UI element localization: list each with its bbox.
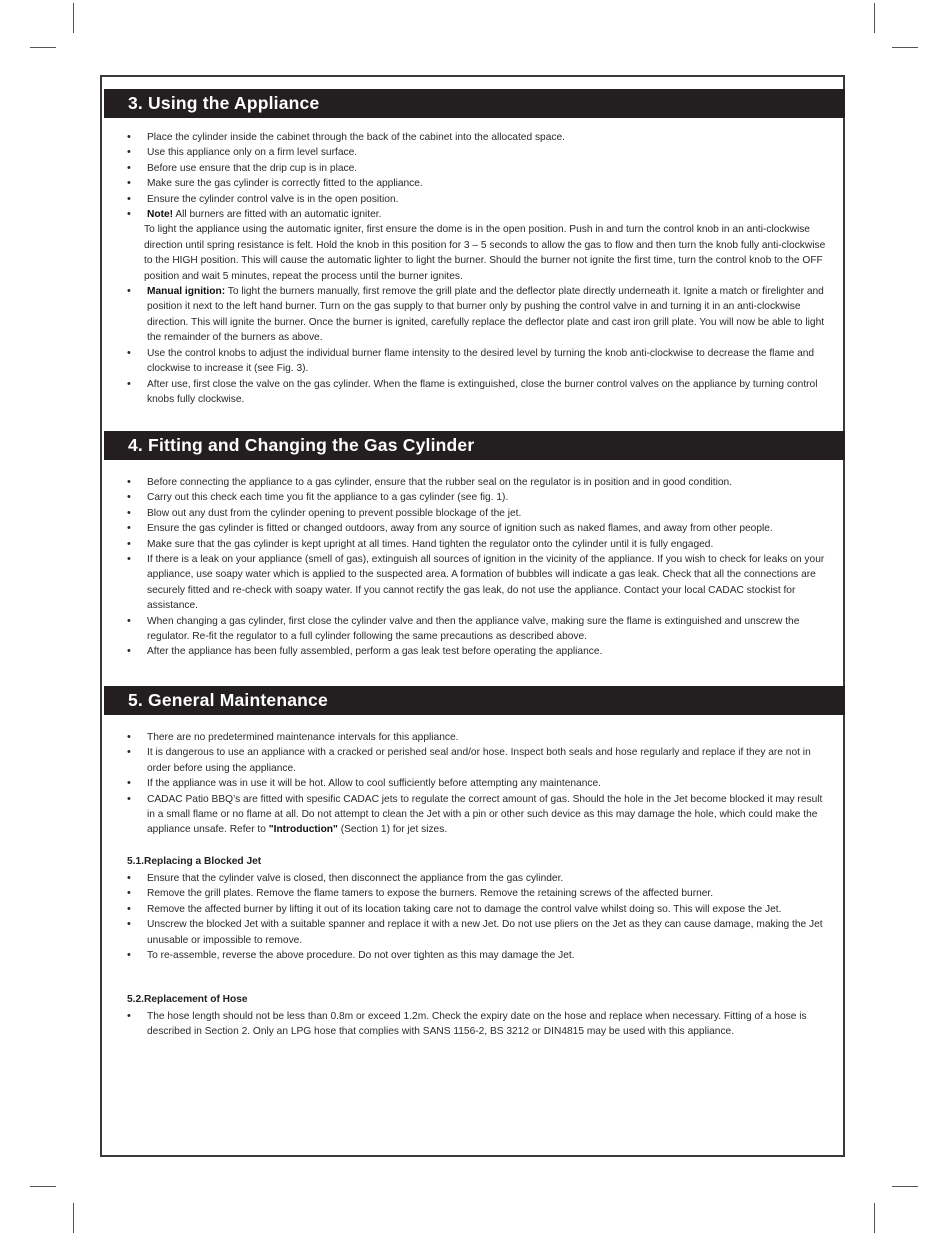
crop-mark	[892, 47, 918, 48]
subsection-heading-blocked-jet: 5.1.Replacing a Blocked Jet	[127, 856, 262, 867]
list-item: • Carry out this check each time you fit the appliance to a gas cylinder (see fig. 1).	[126, 490, 826, 505]
list-item: • Make sure the gas cylinder is correctly fitted to the appliance.	[126, 176, 826, 191]
list-item: • Before connecting the appliance to a gas cylinder, ensure that the rubber seal on the regulator is in position and in good condition.	[126, 475, 826, 490]
section-heading-using-appliance: 3. Using the Appliance	[104, 89, 845, 118]
list-item	[126, 207, 826, 222]
manual-ignition-label: Manual ignition:	[147, 286, 226, 298]
crop-mark	[73, 1203, 74, 1233]
subsection-5-1-list	[126, 871, 826, 963]
section-heading-gas-cylinder: 4. Fitting and Changing the Gas Cylinder	[104, 431, 845, 460]
list-item: • Ensure the cylinder control valve is in the open position.	[126, 192, 826, 207]
page-frame	[100, 75, 845, 1157]
jets-text: CADAC Patio BBQ’s are fitted with spesific CADAC jets to regulate the correct amount of gas. Should the hole in the Jet become blocked it may result in a small flame or no flame at all. Do not attempt to clean the Jet with a pin or other such device as this may damage the hole, which could make the appliance unsafe. Refer to	[147, 793, 823, 836]
list-item: • Blow out any dust from the cylinder opening to prevent possible blockage of the jet.	[126, 506, 826, 521]
crop-mark	[30, 1186, 56, 1187]
list-item: • It is dangerous to use an appliance with a cracked or perished seal and/or hose. Inspect both seals and hose regularly and replace if they are not in order before using the appliance.	[126, 745, 826, 776]
crop-mark	[874, 1203, 875, 1233]
crop-mark	[30, 47, 56, 48]
list-item: • Use the control knobs to adjust the individual burner flame intensity to the desired level by turning the knob anti-clockwise to decrease the flame and clockwise to increase it (see Fig. 3).	[126, 346, 826, 377]
subsection-5-2-list	[126, 1009, 826, 1040]
list-item: • Unscrew the blocked Jet with a suitable spanner and replace it with a new Jet. Do not use pliers on the Jet as they can cause damage, making the Jet unusable or impossible to remove.	[126, 917, 826, 948]
list-item: • Before use ensure that the drip cup is in place.	[126, 161, 826, 176]
list-item: • If the appliance was in use it will be hot. Allow to cool sufficiently before attempting any maintenance.	[126, 776, 826, 791]
list-item: • Ensure that the cylinder valve is closed, then disconnect the appliance from the gas cylinder.	[126, 871, 826, 886]
list-item: • There are no predetermined maintenance intervals for this appliance.	[126, 730, 826, 745]
list-item	[126, 284, 826, 346]
list-item: • After the appliance has been fully assembled, perform a gas leak test before operating the appliance.	[126, 644, 826, 659]
crop-mark	[874, 3, 875, 33]
list-item: • When changing a gas cylinder, first close the cylinder valve and then the appliance valve, making sure the flame is extinguished and unscrew the regulator. Re-fit the regulator to a full cylinder following the same precautions as described above.	[126, 614, 826, 645]
list-item	[126, 792, 826, 838]
section-5-list	[126, 730, 826, 838]
list-item: • Remove the grill plates. Remove the flame tamers to expose the burners. Remove the retaining screws of the affected burner.	[126, 886, 826, 901]
list-item: To light the appliance using the automatic igniter, first ensure the dome is in the open position. Push in and turn the control knob in an anti-clockwise direction until spring resistance is felt. Hold the knob in this position for 3 – 5 seconds to allow the gas to flow and then turn the knob fully anti-clockwise to the HIGH position. This will cause the automatic lighter to light the burner. Should the burner not ignite the first time, turn the control knob to the OFF position and wait 5 minutes, repeat the process until the burner ignites.	[144, 224, 826, 282]
list-item: • Make sure that the gas cylinder is kept upright at all times. Hand tighten the regulator onto the cylinder until it is fully engaged.	[126, 537, 826, 552]
list-item: • To re-assemble, reverse the above procedure. Do not over tighten as this may damage the Jet.	[126, 948, 826, 963]
jets-tail: (Section 1) for jet sizes.	[340, 824, 448, 836]
introduction-ref: "Introduction"	[268, 824, 338, 836]
section-4-list	[126, 475, 826, 660]
subsection-heading-hose: 5.2.Replacement of Hose	[127, 994, 248, 1005]
section-3-list	[126, 130, 826, 407]
list-item: • After use, first close the valve on the gas cylinder. When the flame is extinguished, close the burner control valves on the appliance by turning control knobs fully clockwise.	[126, 377, 826, 408]
list-item: • Ensure the gas cylinder is fitted or changed outdoors, away from any source of ignition such as naked flames, and away from other people.	[126, 521, 826, 536]
crop-mark	[892, 1186, 918, 1187]
list-item: • If there is a leak on your appliance (smell of gas), extinguish all sources of ignition in the vicinity of the appliance. If you wish to check for leaks on your appliance, use soapy water which is applied to the suspected area. A formation of bubbles will indicate a gas leak. Check that all the connections are securely fitted and re-check with soapy water. If you cannot rectify the gas leak, do not use the appliance. Contact your local CADAC stockist for assistance.	[126, 552, 826, 614]
list-item: • Place the cylinder inside the cabinet through the back of the cabinet into the allocated space.	[126, 130, 826, 145]
list-item: • Use this appliance only on a firm level surface.	[126, 145, 826, 160]
note-label: Note!	[147, 209, 174, 221]
note-text: All burners are fitted with an automatic igniter.	[175, 209, 382, 221]
manual-ignition-text: To light the burners manually, first remove the grill plate and the deflector plate directly underneath it. Ignite a match or firelighter and position it next to the left hand burner. Turn on the gas supply to that burner only by pushing the control valve in and turning it in an anti-clockwise direction. This will ignite the burner. Once the burner is ignited, carefully replace the deflector plate and cast iron grill plate. You will now be able to light the remainder of the burners as above.	[147, 286, 825, 344]
list-item: • Remove the affected burner by lifting it out of its location taking care not to damage the control valve whilst doing so. This will expose the Jet.	[126, 902, 826, 917]
section-heading-general-maintenance: 5. General Maintenance	[104, 686, 845, 715]
list-item: • The hose length should not be less than 0.8m or exceed 1.2m. Check the expiry date on the hose and replace when necessary. Fitting of a hose is described in Section 2. Only an LPG hose that complies with SANS 1156-2, BS 3212 or DIN4815 may be used with this appliance.	[126, 1009, 826, 1040]
crop-mark	[73, 3, 74, 33]
